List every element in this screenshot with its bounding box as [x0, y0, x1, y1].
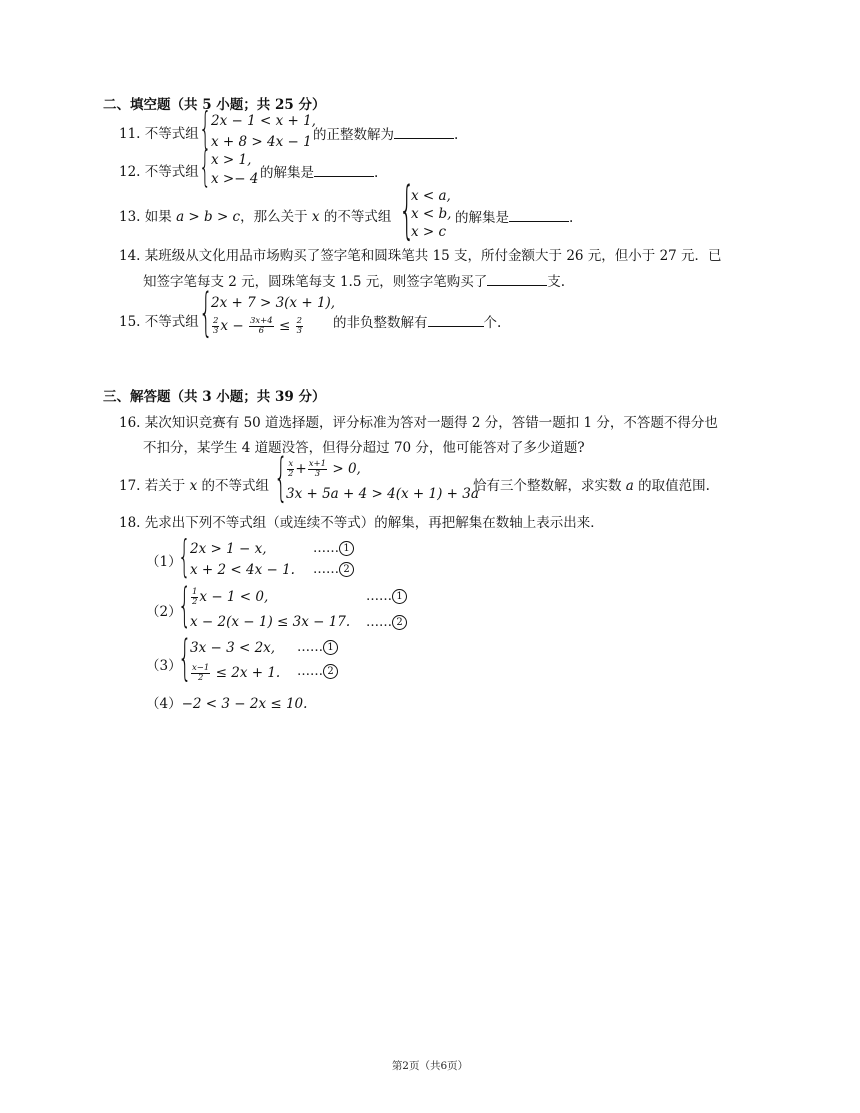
circled-number: 2 [392, 615, 407, 630]
brace: { [199, 283, 213, 343]
brace: { [399, 173, 415, 246]
q17-number: 17. [119, 478, 141, 494]
q15-post: 的非负整数解有 [333, 315, 428, 331]
q15-line2-x: x − [220, 318, 244, 334]
q11-end: . [454, 127, 459, 143]
q17-plus: + [295, 461, 307, 477]
q18-part1-system [178, 531, 310, 582]
q17-pre: 若关于 [144, 478, 186, 494]
frac-denominator: 2 [197, 673, 204, 683]
q12-line2: x >− 4 [211, 171, 259, 187]
brace: { [178, 578, 192, 632]
q15-number: 15. [119, 314, 141, 330]
q12-line1: x > 1, [211, 152, 252, 168]
q18-part2-tag1 [366, 589, 407, 604]
q13-line2: x < b, [411, 206, 452, 222]
q11-number: 11. [119, 126, 141, 142]
q14-line2b: 支. [547, 274, 566, 290]
q13-var: x [311, 209, 320, 225]
q18-number: 18. [119, 515, 141, 531]
q11-post: 的正整数解为 [313, 127, 394, 143]
q13-end: . [569, 210, 574, 226]
q15-line2-leq: ≤ [278, 318, 291, 334]
frac-denominator: 6 [258, 326, 265, 336]
q11-pre: 不等式组 [144, 126, 199, 142]
q17-gt-zero: > 0, [332, 461, 361, 477]
q17-line1 [286, 460, 361, 479]
q18-part3-label: （3） [146, 658, 182, 674]
frac-numerator: 1 [192, 587, 198, 597]
dots: …… [313, 562, 339, 577]
q18-part3-line1: 3x − 3 < 2x, [190, 640, 276, 656]
q12-post: 的解集是 [260, 165, 314, 181]
q18-part4-expr: −2 < 3 − 2x ≤ 10. [181, 696, 308, 712]
frac-denominator: 3 [296, 326, 302, 336]
answer-blank [509, 207, 569, 222]
q13-mid: ，那么关于 [240, 209, 308, 225]
dots: …… [297, 664, 323, 679]
answer-blank [314, 162, 374, 177]
page-footer: 第2页（共6页） [391, 1060, 469, 1072]
q18-part3-line2 [190, 664, 280, 683]
q16-line2: 不扣分，某学生 4 道题没答，但得分超过 70 分，他可能答对了多少道题? [143, 440, 585, 456]
q13-mid2: 的不等式组 [323, 209, 392, 225]
q18-part2-line1-text: x − 1 < 0, [199, 589, 269, 605]
q17-var: x [189, 478, 198, 494]
circled-number: 2 [339, 562, 354, 577]
q12-system [199, 142, 261, 192]
q11-line1: 2x − 1 < x + 1, [211, 113, 316, 129]
circled-number: 2 [323, 664, 338, 679]
circled-number: 1 [323, 640, 338, 655]
dots: …… [366, 615, 392, 630]
frac-numerator: x [288, 459, 294, 469]
q16-line1: 某次知识竞赛有 50 道选择题，评分标准为答对一题得 2 分，答错一题扣 1 分，不答题不得分也 [144, 415, 718, 431]
q15-end: 个. [483, 315, 502, 331]
frac-denominator: 3 [213, 326, 219, 336]
q18-part1-tag1 [313, 541, 354, 556]
q18-part3-system [178, 630, 300, 686]
brace: { [178, 630, 192, 686]
q14-line1: 某班级从文化用品市场购买了签字笔和圆珠笔共 15 支，所付金额大于 26 元，但小于 27 元．已 [144, 248, 722, 264]
q13-system [399, 173, 456, 246]
frac-denominator: 2 [288, 469, 294, 479]
q12-pre: 不等式组 [144, 164, 199, 180]
q13-line3: x > c [411, 224, 447, 240]
q18-part2-line1 [190, 588, 268, 607]
frac-denominator: 3 [314, 469, 321, 479]
dots: …… [366, 589, 392, 604]
section-fill-title: 二、填空题（共 5 小题；共 25 分） [103, 97, 326, 113]
q17-end: 的取值范围. [638, 478, 710, 494]
answer-blank [428, 312, 484, 327]
frac-numerator: x+1 [308, 459, 327, 469]
q18-part2-system [178, 578, 370, 632]
q14-line2a: 知签字笔每支 2 元，圆珠笔每支 1.5 元，则签字笔购买了 [143, 274, 488, 290]
q11-system [199, 103, 316, 155]
answer-blank [487, 271, 547, 286]
brace: { [178, 531, 191, 582]
frac-denominator: 2 [192, 597, 198, 607]
q12-end: . [374, 165, 379, 181]
q17-post: 恰有三个整数解，求实数 [473, 478, 622, 494]
q16-number: 16. [119, 415, 141, 431]
q17-var2: a [625, 478, 634, 494]
q14-number: 14. [119, 248, 141, 264]
q13-line1: x < a, [411, 188, 451, 204]
q13-post: 的解集是 [455, 210, 509, 226]
q18-part2-label: （2） [146, 604, 182, 620]
frac-numerator: 3x+4 [249, 316, 273, 326]
q13-number: 13. [119, 209, 141, 225]
dots: …… [297, 640, 323, 655]
q17-mid: 的不等式组 [201, 478, 269, 494]
brace: { [199, 142, 212, 191]
circled-number: 1 [339, 541, 354, 556]
q18-part2-tag2 [366, 615, 407, 630]
q17-line2: 3x + 5a + 4 > 4(x + 1) + 3a [286, 486, 479, 502]
q18-part1-line2: x + 2 < 4x − 1. [190, 562, 295, 578]
q18-part4 [146, 692, 307, 712]
frac-numerator: 2 [296, 316, 302, 326]
frac-numerator: x−1 [192, 663, 210, 673]
q18-part1-label: （1） [146, 554, 182, 570]
q17-system [274, 448, 479, 508]
q18-text: 先求出下列不等式组（或连续不等式）的解集，再把解集在数轴上表示出来． [144, 515, 604, 531]
dots: …… [313, 541, 339, 556]
brace: { [274, 448, 288, 508]
q15-line1: 2x + 7 > 3(x + 1), [211, 295, 336, 311]
circled-number: 1 [392, 589, 407, 604]
q15-pre: 不等式组 [144, 314, 199, 330]
q18-part3-tag2 [297, 664, 338, 679]
q15-system [199, 283, 336, 343]
brace: { [199, 103, 212, 154]
section-solve-title: 三、解答题（共 3 小题；共 39 分） [103, 389, 326, 405]
q15-line2 [211, 317, 304, 336]
q18-part4-label: （4） [146, 696, 182, 712]
q13-pre: 如果 [144, 209, 172, 225]
q18-part1-line1: 2x > 1 − x, [190, 541, 267, 557]
q13-condition: a > b > c [176, 209, 241, 225]
q18-part1-tag2 [313, 562, 354, 577]
answer-blank [394, 124, 454, 139]
q18-part2-line2: x − 2(x − 1) ≤ 3x − 17. [190, 614, 351, 630]
frac-numerator: 2 [213, 316, 219, 326]
q12-number: 12. [119, 164, 141, 180]
q18-part3-line2-text: ≤ 2x + 1. [215, 665, 281, 681]
q11-line2: x + 8 > 4x − 1 [211, 134, 312, 150]
q18-part3-tag1 [297, 640, 338, 655]
